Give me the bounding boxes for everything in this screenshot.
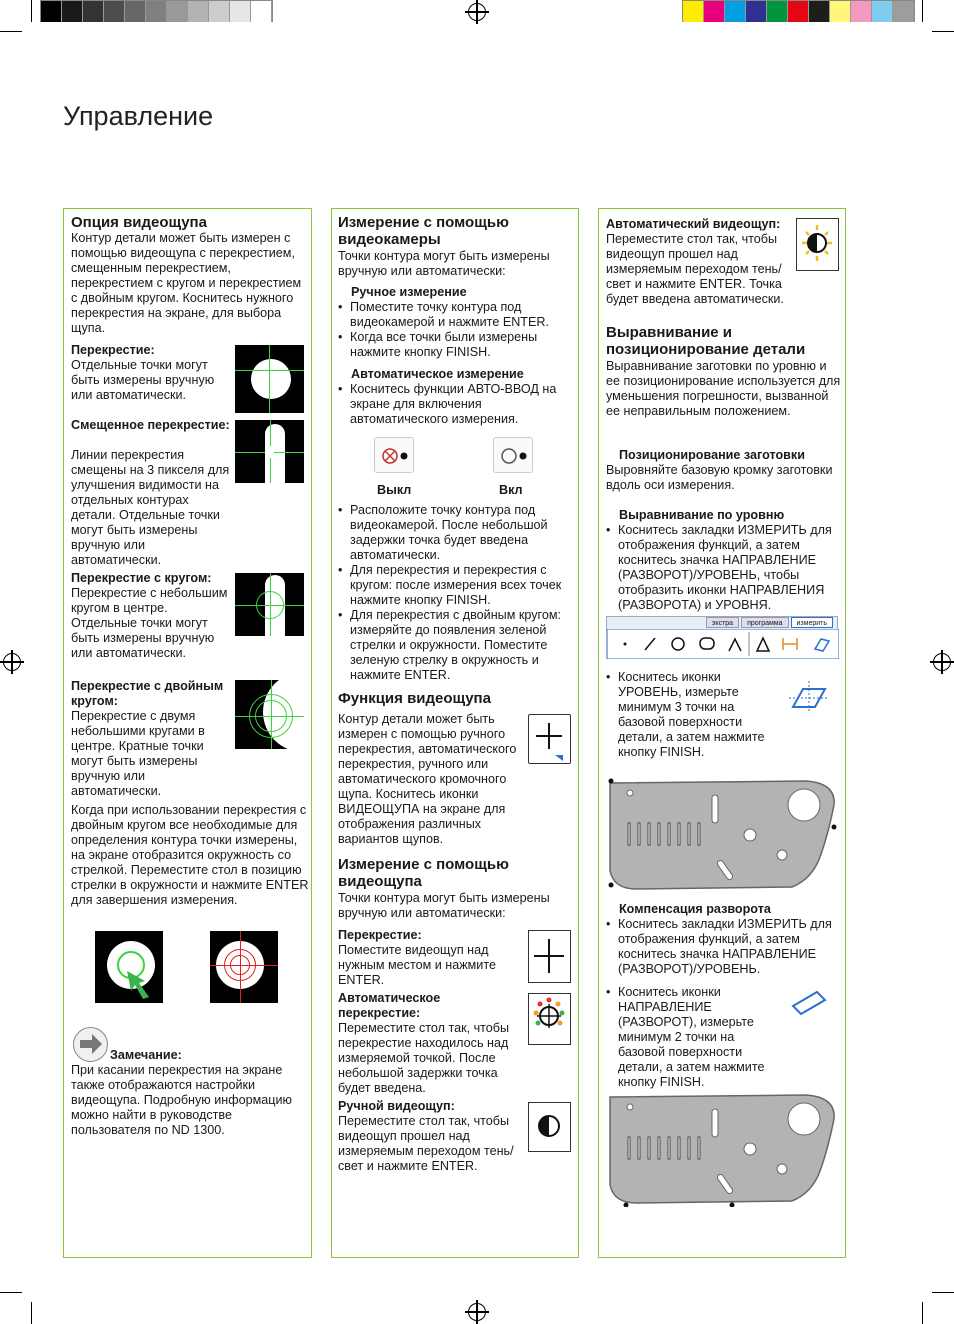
auto-measure-title: Автоматическое измерение <box>351 367 524 381</box>
skew-title: Компенсация разворота <box>619 902 771 916</box>
list-item: • Для перекрестия с двойным кругом: измеряйте до появления зеленой стрелки и окружности. Поместите зеленую стрелку в окружность и нажмите ENTER. <box>338 608 576 683</box>
cmyk-color-bar <box>682 0 915 22</box>
double-circle-red-image <box>210 931 278 1003</box>
circle-crosshair-preview-image <box>235 573 304 636</box>
section-title: Измерение с помощью видеокамеры <box>338 214 509 248</box>
column-alignment <box>598 208 846 1258</box>
list-item: • Коснитесь функции АВТО-ВВОД на экране для включения автоматического измерения. <box>338 382 563 427</box>
positioning-text: Выровняйте базовую кромку заготовки вдоль оси измерения. <box>606 463 833 492</box>
auto-probe-text: Переместите стол так, чтобы видеощуп прошел над измеряемым переходом тень/свет и нажмите ENTER. Точка будет введена автоматически. <box>606 232 784 306</box>
auto-enter-on-icon[interactable] <box>493 437 533 473</box>
crop-mark <box>922 1302 923 1324</box>
on-label: Вкл <box>499 483 523 497</box>
alignment-text: Выравнивание заготовки по уровню и ее позиционирование используется для уменьшения погрешности, вызванной ее неправильным положением. <box>606 359 841 418</box>
auto-crosshair-icon[interactable] <box>528 993 571 1045</box>
crop-mark <box>31 0 32 22</box>
section-intro: Контур детали может быть измерен с помощью видеощупа с перекрестием, смещенным перекрестием, перекрестием с кругом и перекрестием с двойным кругом. Коснитесь нужного перекрестия на экране, для выбора щупа. <box>71 231 302 335</box>
auto-crosshair-text: Переместите стол так, чтобы перекрестие находилось над измеряемой точкой. После небольшой задержки точка будет введена. <box>338 1021 510 1095</box>
leveling-list-2 <box>606 670 782 760</box>
measure-toolbar <box>606 616 838 659</box>
auto-enter-off-icon[interactable] <box>374 437 414 473</box>
manual-probe-text: Переместите стол так, чтобы видеощуп прошел над измеряемым переходом тень/свет и нажмите ENTER. <box>338 1114 514 1173</box>
crop-mark <box>932 1292 954 1293</box>
list-item: • Расположите точку контура под видеокамерой. После небольшой задержки точка будет введена автоматически. <box>338 503 576 563</box>
offset-crosshair-text: Линии перекрестия смещены на 3 пикселя для улучшения видимости на отдельных контурах детали. Отдельные точки могут быть измерены вручную или автоматически. <box>71 448 230 567</box>
crosshair-title: Перекрестие: <box>338 928 422 942</box>
leveling-list <box>606 523 844 613</box>
crop-mark <box>31 1302 32 1324</box>
list-item: • Когда все точки были измерены нажмите кнопку FINISH. <box>338 330 576 360</box>
double-circle-note: Когда при использовании перекрестия с двойным кругом все необходимые для определения контура точки измерены, на экране отобразится окружность со стрелкой. Переместите стол в позицию стрелки в окружности и нажмите ENTER для завершения измерения. <box>71 803 309 907</box>
list-item: • Коснитесь иконки УРОВЕНЬ, измерьте минимум 3 точки на базовой поверхности детали, а затем нажмите кнопку FINISH. <box>606 670 782 760</box>
list-item: • Коснитесь закладки ИЗМЕРИТЬ для отображения функций, а затем коснитесь значка НАПРАВЛЕНИЕ (РАЗВОРОТ)/УРОВЕНЬ, чтобы отобразить иконки НАПРАВЛЕНИЯ (РАЗВОРОТА) и УРОВНЯ. <box>606 523 844 613</box>
crosshair-preview-image <box>235 345 304 413</box>
note-title: Замечание: <box>110 1048 182 1062</box>
double-circle-crosshair-title: Перекрестие с двойным кругом: <box>71 679 224 708</box>
crosshair-text: Отдельные точки могут быть измерены вручную или автоматически. <box>71 358 215 402</box>
double-circle-crosshair-preview-image <box>235 680 304 749</box>
video-probe-icon[interactable] <box>528 714 571 764</box>
probe-function-text: Контур детали может быть измерен с помощью ручного перекрестия, автоматического перекрестия, ручного или автоматического кромочного щупа. Коснитесь иконки ВИДЕОЩУПА на экране для отображения различных вариантов щупов. <box>338 712 517 846</box>
crosshair-icon[interactable] <box>528 930 571 983</box>
off-label: Выкл <box>377 483 412 497</box>
manual-edge-probe-icon[interactable] <box>528 1102 571 1152</box>
list-item: • Коснитесь иконки НАПРАВЛЕНИЕ (РАЗВОРОТ), измерьте минимум 2 точки на базовой поверхности детали, а затем нажмите кнопку FINISH. <box>606 985 782 1090</box>
probe-measure-title: Измерение с помощью видеощупа <box>338 856 509 890</box>
double-circle-crosshair-text: Перекрестие с двумя небольшими кругами в центре. Кратные точки могут быть измерены вручную или автоматически. <box>71 709 205 798</box>
section-intro: Точки контура могут быть измерены вручную или автоматически: <box>338 249 550 278</box>
crop-mark <box>0 31 22 32</box>
tab-measure[interactable]: измерить <box>791 617 833 628</box>
registration-mark-left <box>3 653 21 671</box>
level-icon[interactable] <box>787 677 831 717</box>
skew-list-2 <box>606 985 782 1090</box>
skew-list <box>606 917 844 977</box>
leveling-title: Выравнивание по уровню <box>619 508 785 522</box>
auto-crosshair-title: Автоматическое перекрестие: <box>338 991 441 1020</box>
registration-mark-top <box>468 3 486 21</box>
auto-measure-list-2 <box>338 503 576 683</box>
circle-crosshair-text: Перекрестие с небольшим кругом в центре. Отдельные точки могут быть измерены вручную или автоматически. <box>71 586 228 660</box>
manual-measure-title: Ручное измерение <box>351 285 467 299</box>
crosshair-title: Перекрестие: <box>71 343 155 357</box>
arrow-right-icon <box>73 1027 108 1062</box>
grayscale-color-bar <box>40 0 273 22</box>
probe-measure-intro: Точки контура могут быть измерены вручную или автоматически: <box>338 891 550 920</box>
registration-mark-right <box>933 653 951 671</box>
manual-probe-title: Ручной видеощуп: <box>338 1099 455 1113</box>
list-item: • Для перекрестия и перекрестия с кругом: после измерения всех точек нажмите кнопку FINISH. <box>338 563 576 608</box>
alignment-title: Выравнивание и позиционирование детали <box>606 324 806 358</box>
positioning-title: Позиционирование заготовки <box>619 448 805 462</box>
column-video-probe-option <box>63 208 312 1258</box>
crop-mark <box>922 0 923 22</box>
auto-edge-probe-icon[interactable] <box>796 218 839 271</box>
column-camera-measurement <box>331 208 579 1258</box>
crosshair-text: Поместите видеощуп над нужным местом и нажмите ENTER. <box>338 943 496 987</box>
offset-crosshair-preview-image <box>235 420 304 483</box>
auto-measure-list <box>338 382 563 427</box>
tab-program[interactable]: программа <box>741 617 788 628</box>
workpiece-skew-image <box>606 1091 838 1207</box>
page-title: Управление <box>63 101 214 131</box>
probe-function-title: Функция видеощупа <box>338 690 491 707</box>
double-circle-arrow-image <box>95 931 163 1003</box>
manual-measure-list <box>338 300 576 360</box>
section-title: Опция видеощупа <box>71 214 207 231</box>
workpiece-level-image <box>606 775 838 891</box>
list-item: • Коснитесь закладки ИЗМЕРИТЬ для отображения функций, а затем коснитесь значка НАПРАВЛЕНИЕ (РАЗВОРОТ)/УРОВЕНЬ. <box>606 917 844 977</box>
tab-extra[interactable]: экстра <box>706 617 739 628</box>
auto-probe-title: Автоматический видеощуп: <box>606 217 781 231</box>
note-text: При касании перекрестия на экране также отображаются настройки видеощупа. Подробную информацию можно найти в руководстве пользователя по ND 1300. <box>71 1063 292 1137</box>
crop-mark <box>0 1292 22 1293</box>
crop-mark <box>932 31 954 32</box>
skew-icon[interactable] <box>787 984 831 1018</box>
registration-mark-bottom <box>468 1303 486 1321</box>
offset-crosshair-title: Смещенное перекрестие: <box>71 418 230 432</box>
circle-crosshair-title: Перекрестие с кругом: <box>71 571 212 585</box>
list-item: • Поместите точку контура под видеокамерой и нажмите ENTER. <box>338 300 576 330</box>
